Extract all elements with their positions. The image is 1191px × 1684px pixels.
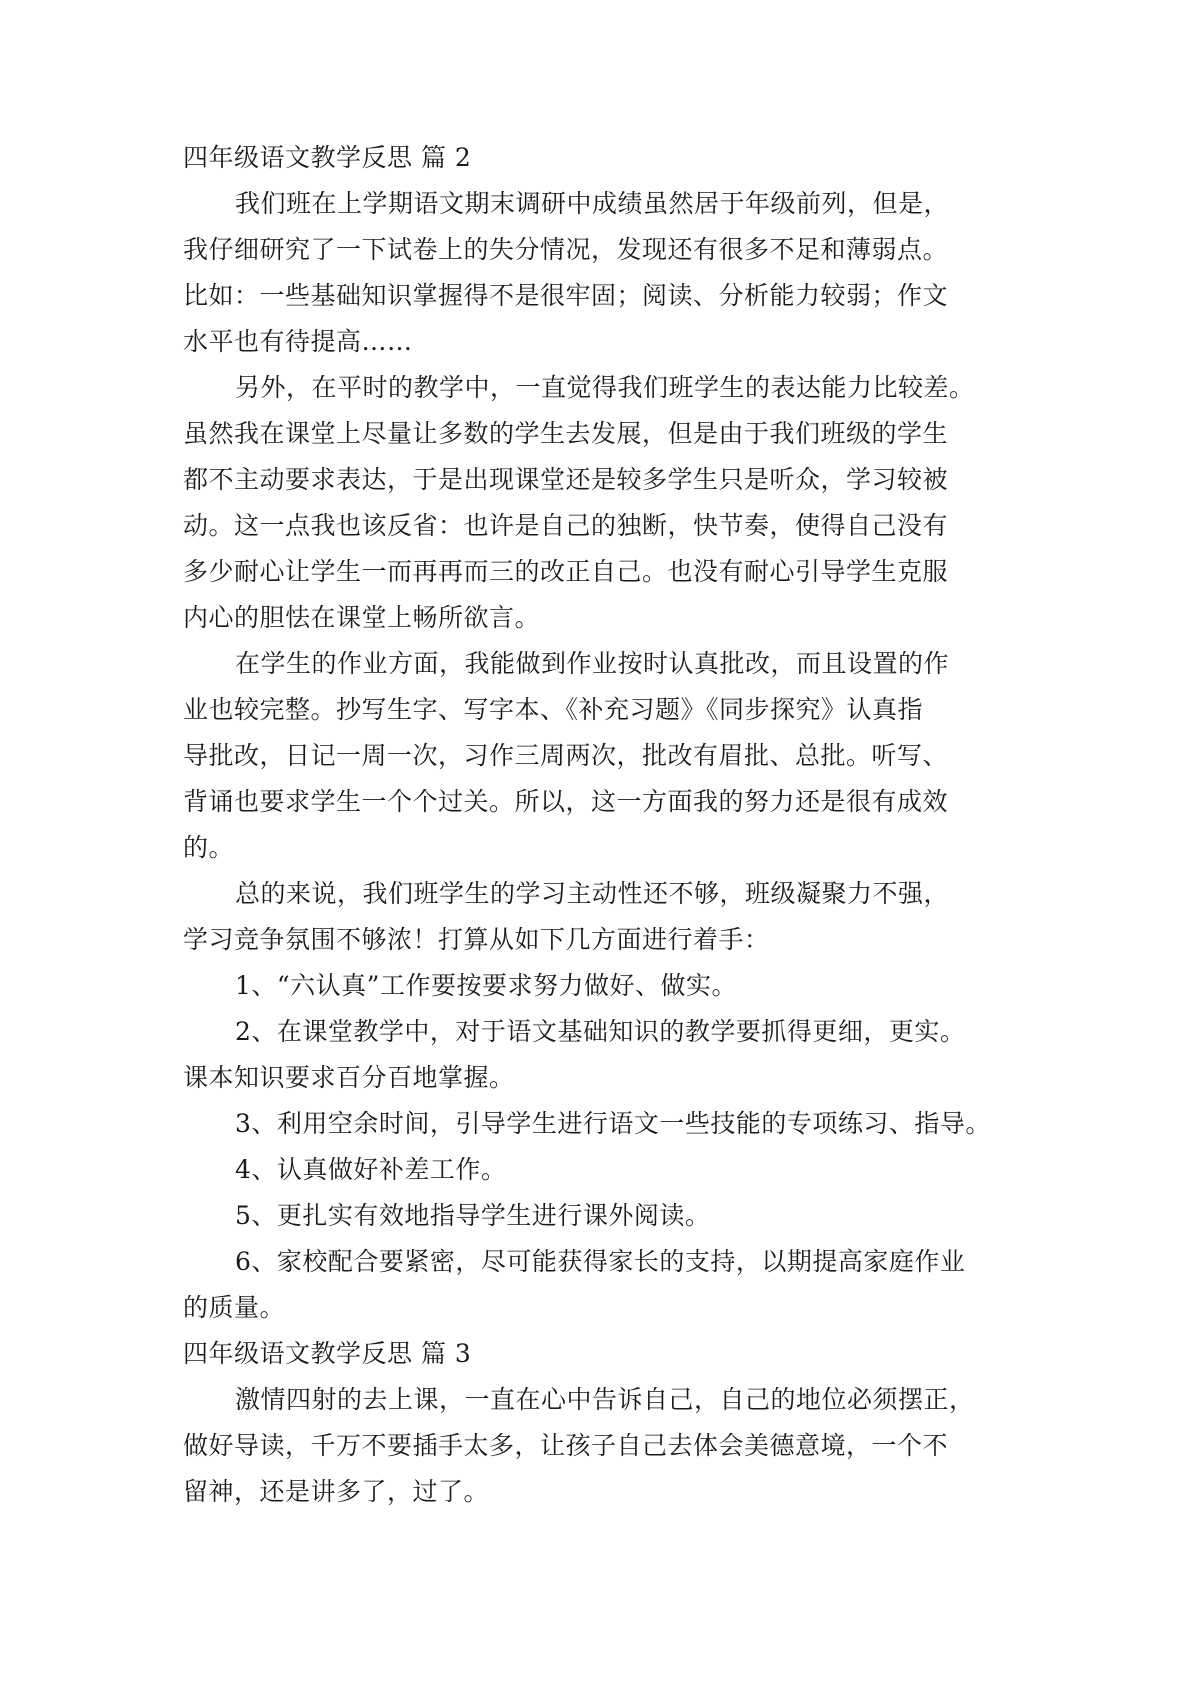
paragraph-line: 4、认真做好补差工作。 (235, 1155, 507, 1184)
paragraph-line: 我们班在上学期语文期末调研中成绩虽然居于年级前列，但是， (235, 189, 950, 218)
paragraph (183, 1377, 1043, 1515)
paragraph-line: 另外，在平时的教学中，一直觉得我们班学生的表达能力比较差。 (235, 373, 975, 402)
paragraph (183, 1009, 1043, 1101)
paragraph-line: 激情四射的去上课，一直在心中告诉自己，自己的地位必须摆正， (235, 1385, 975, 1414)
paragraph-line: 2、在课堂教学中，对于语文基础知识的教学要抓得更细，更实。 (235, 1017, 966, 1046)
paragraph-line: 动。这一点我也该反省：也许是自己的独断，快节奏，使得自己没有 (183, 511, 949, 540)
paragraph-line: 1、“六认真”工作要按要求努力做好、做实。 (235, 971, 737, 1000)
paragraph-line: 课本知识要求百分百地掌握。 (183, 1063, 515, 1092)
paragraph-line: 导批改，日记一周一次，习作三周两次，批改有眉批、总批。听写、 (183, 741, 949, 770)
paragraph-line: 业也较完整。抄写生字、写字本、《补充习题》《同步探究》认真指 (183, 695, 924, 724)
section-heading: 四年级语文教学反思 篇 3 (183, 1339, 472, 1368)
paragraph-line: 留神，还是讲多了，过了。 (183, 1477, 490, 1506)
paragraph (183, 1147, 1043, 1193)
paragraph-line: 的质量。 (183, 1293, 286, 1322)
paragraph-line: 水平也有待提高…… (183, 327, 413, 356)
paragraph (183, 871, 1043, 963)
paragraph-line: 都不主动要求表达，于是出现课堂还是较多学生只是听众，学习较被 (183, 465, 949, 494)
paragraph (183, 1239, 1043, 1331)
paragraph (183, 1193, 1043, 1239)
paragraph-line: 学习竞争氛围不够浓！打算从如下几方面进行着手： (183, 925, 770, 954)
paragraph-line: 比如：一些基础知识掌握得不是很牢固；阅读、分析能力较弱；作文 (183, 281, 949, 310)
paragraph-line: 多少耐心让学生一而再再而三的改正自己。也没有耐心引导学生克服 (183, 557, 949, 586)
paragraph-line: 背诵也要求学生一个个过关。所以，这一方面我的努力还是很有成效 (183, 787, 949, 816)
paragraph-line: 3、利用空余时间，引导学生进行语文一些技能的专项练习、指导。 (235, 1109, 991, 1138)
paragraph-line: 在学生的作业方面，我能做到作业按时认真批改，而且设置的作 (235, 649, 950, 678)
paragraph-line: 总的来说，我们班学生的学习主动性还不够，班级凝聚力不强， (235, 879, 950, 908)
paragraph-line: 5、更扎实有效地指导学生进行课外阅读。 (235, 1201, 711, 1230)
paragraph-line: 做好导读，千万不要插手太多，让孩子自己去体会美德意境，一个不 (183, 1431, 949, 1460)
paragraph-line: 的。 (183, 833, 235, 862)
paragraph (183, 365, 1043, 641)
paragraph (183, 1101, 1043, 1147)
paragraph-line: 6、家校配合要紧密，尽可能获得家长的支持，以期提高家庭作业 (235, 1247, 966, 1276)
paragraph-line: 虽然我在课堂上尽量让多数的学生去发展，但是由于我们班级的学生 (183, 419, 949, 448)
paragraph (183, 963, 1043, 1009)
paragraph (183, 641, 1043, 871)
paragraph (183, 181, 1043, 365)
paragraph-line: 内心的胆怯在课堂上畅所欲言。 (183, 603, 541, 632)
section-heading: 四年级语文教学反思 篇 2 (183, 143, 472, 172)
paragraph-line: 我仔细研究了一下试卷上的失分情况，发现还有很多不足和薄弱点。 (183, 235, 949, 264)
document-body (183, 135, 1043, 1515)
